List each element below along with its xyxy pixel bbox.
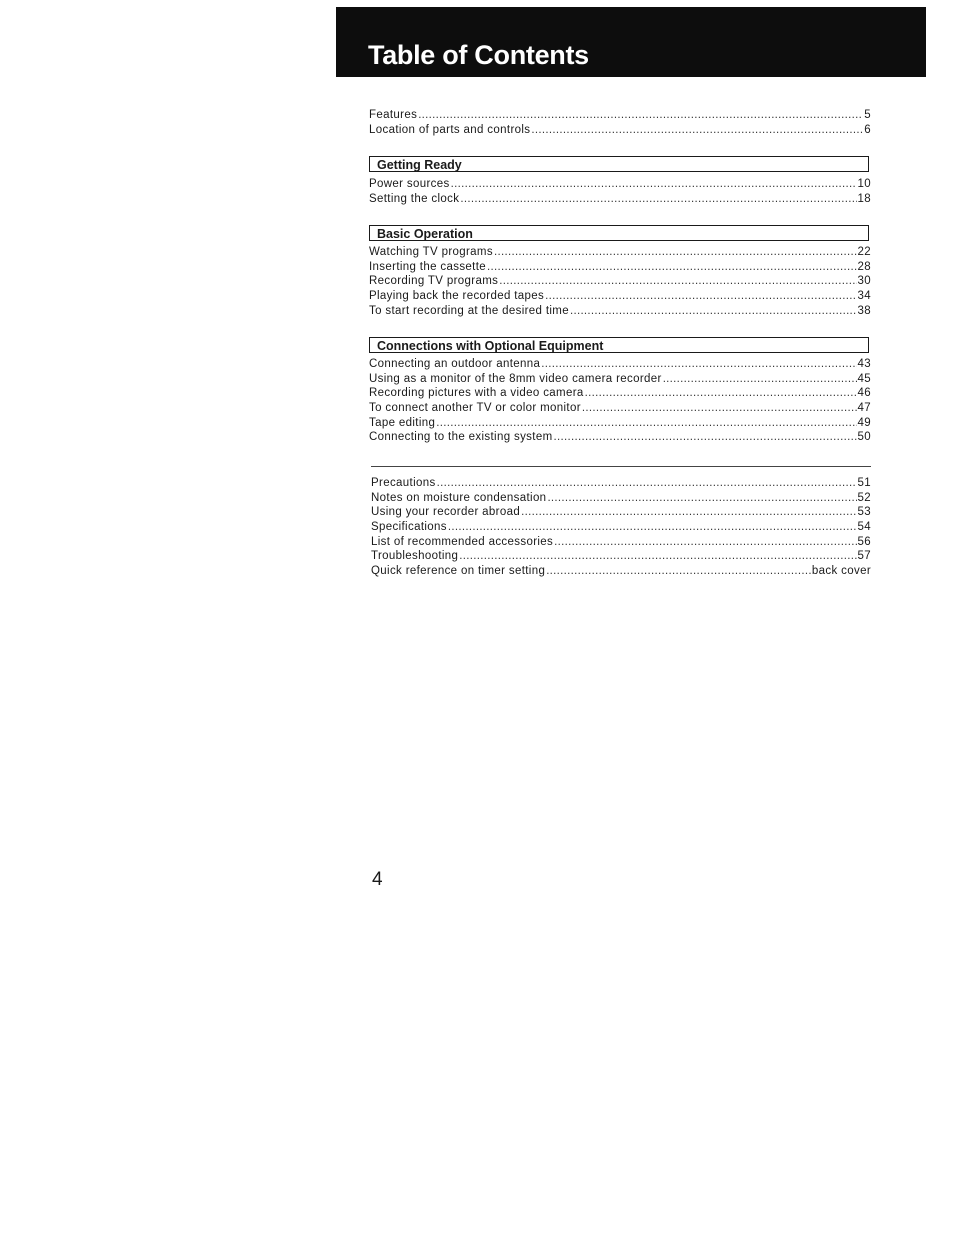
- toc-getting-ready-list: [369, 177, 871, 206]
- entry-label: To start recording at the desired time: [369, 304, 569, 317]
- entry-label: Setting the clock: [369, 192, 460, 205]
- entry-label: Precautions: [371, 477, 436, 489]
- entry-page: 10: [857, 178, 871, 190]
- toc-entry-troubleshooting[interactable]: [371, 549, 871, 564]
- toc-entry-abroad[interactable]: [371, 505, 871, 520]
- entry-page: 50: [857, 431, 871, 444]
- dot-leader: [487, 260, 856, 275]
- entry-label: Recording TV programs: [369, 275, 499, 288]
- toc-intro-list: [369, 108, 871, 137]
- entry-page: 30: [857, 275, 871, 288]
- dot-leader: [459, 549, 856, 564]
- toc-entry-monitor-8mm[interactable]: [369, 372, 871, 387]
- entry-label: Using as a monitor of the 8mm video camera recorder: [369, 372, 662, 385]
- dot-leader: [437, 476, 857, 491]
- entry-page: 56: [857, 535, 871, 548]
- section-heading-basic-operation: Basic Operation: [369, 225, 869, 241]
- dot-leader: [582, 401, 857, 416]
- section-heading-getting-ready: Getting Ready: [369, 156, 869, 172]
- toc-entry-precautions[interactable]: [371, 476, 871, 491]
- toc-entry-setting-the-clock[interactable]: [369, 192, 871, 207]
- dot-leader: [545, 289, 856, 304]
- toc-entry-features[interactable]: [369, 108, 871, 123]
- toc-entry-outdoor-antenna[interactable]: [369, 357, 871, 372]
- entry-page: 47: [857, 402, 871, 415]
- toc-entry-tape-editing[interactable]: [369, 416, 871, 431]
- entry-page: 22: [857, 246, 871, 258]
- dot-leader: [460, 192, 856, 207]
- toc-entry-power-sources[interactable]: [369, 177, 871, 192]
- entry-page: 51: [857, 477, 871, 489]
- entry-label: Connecting to the existing system: [369, 431, 553, 444]
- entry-page: 52: [857, 491, 871, 504]
- toc-entry-playing-back[interactable]: [369, 289, 871, 304]
- dot-leader: [418, 108, 863, 123]
- dot-leader: [499, 274, 856, 289]
- entry-label: Quick reference on timer setting: [371, 565, 546, 578]
- entry-label: Playing back the recorded tapes: [369, 290, 545, 303]
- entry-label: To connect another TV or color monitor: [369, 402, 581, 415]
- entry-label: Features: [369, 109, 418, 121]
- entry-label: Location of parts and controls: [369, 123, 531, 136]
- entry-page: 49: [857, 416, 871, 429]
- entry-page: 54: [857, 521, 871, 534]
- dot-leader: [436, 416, 856, 431]
- toc-entry-location-of-parts[interactable]: [369, 123, 871, 138]
- dot-leader: [570, 304, 857, 319]
- entry-label: Tape editing: [369, 416, 436, 429]
- entry-page: 53: [857, 506, 871, 519]
- entry-page: 43: [857, 358, 871, 370]
- toc-entry-accessories[interactable]: [371, 535, 871, 550]
- entry-label: List of recommended accessories: [371, 535, 554, 548]
- dot-leader: [663, 372, 857, 387]
- entry-page: 45: [857, 372, 871, 385]
- page-title: Table of Contents: [368, 40, 589, 70]
- section-heading-connections: Connections with Optional Equipment: [369, 337, 869, 353]
- entry-label: Inserting the cassette: [369, 260, 487, 273]
- toc-entry-video-camera[interactable]: [369, 386, 871, 401]
- toc-connections-list: [369, 357, 871, 445]
- entry-label: Specifications: [371, 521, 447, 534]
- entry-page: 6: [864, 123, 871, 136]
- toc-entry-watching-tv[interactable]: [369, 245, 871, 260]
- entry-page: back cover: [811, 565, 871, 578]
- entry-page: 38: [857, 304, 871, 317]
- entry-label: Power sources: [369, 178, 450, 190]
- toc-entry-inserting-cassette[interactable]: [369, 260, 871, 275]
- toc-entry-specifications[interactable]: [371, 520, 871, 535]
- toc-entry-another-tv[interactable]: [369, 401, 871, 416]
- entry-label: Troubleshooting: [371, 550, 459, 563]
- dot-leader: [547, 491, 856, 506]
- dot-leader: [541, 357, 856, 372]
- toc-entry-recording-tv[interactable]: [369, 274, 871, 289]
- entry-label: Watching TV programs: [369, 246, 493, 258]
- dot-leader: [521, 505, 856, 520]
- entry-label: Using your recorder abroad: [371, 506, 521, 519]
- entry-label: Connecting an outdoor antenna: [369, 358, 541, 370]
- dot-leader: [531, 123, 863, 138]
- entry-label: Recording pictures with a video camera: [369, 387, 584, 400]
- toc-appendix-list: [371, 476, 871, 579]
- toc-entry-moisture[interactable]: [371, 491, 871, 506]
- toc-entry-quick-reference[interactable]: [371, 564, 871, 579]
- entry-page: 34: [857, 290, 871, 303]
- entry-page: 46: [857, 387, 871, 400]
- dot-leader: [451, 177, 857, 192]
- toc-entry-existing-system[interactable]: [369, 430, 871, 445]
- entry-page: 28: [857, 260, 871, 273]
- entry-page: 5: [864, 109, 871, 121]
- toc-entry-start-recording[interactable]: [369, 304, 871, 319]
- entry-page: 18: [857, 192, 871, 205]
- dot-leader: [554, 535, 856, 550]
- toc-basic-operation-list: [369, 245, 871, 318]
- entry-page: 57: [857, 550, 871, 563]
- dot-leader: [554, 430, 857, 445]
- page-number: 4: [372, 869, 383, 890]
- dot-leader: [546, 564, 811, 579]
- dot-leader: [585, 386, 857, 401]
- dot-leader: [494, 245, 857, 260]
- section-divider: [371, 466, 871, 467]
- entry-label: Notes on moisture condensation: [371, 491, 547, 504]
- dot-leader: [448, 520, 857, 535]
